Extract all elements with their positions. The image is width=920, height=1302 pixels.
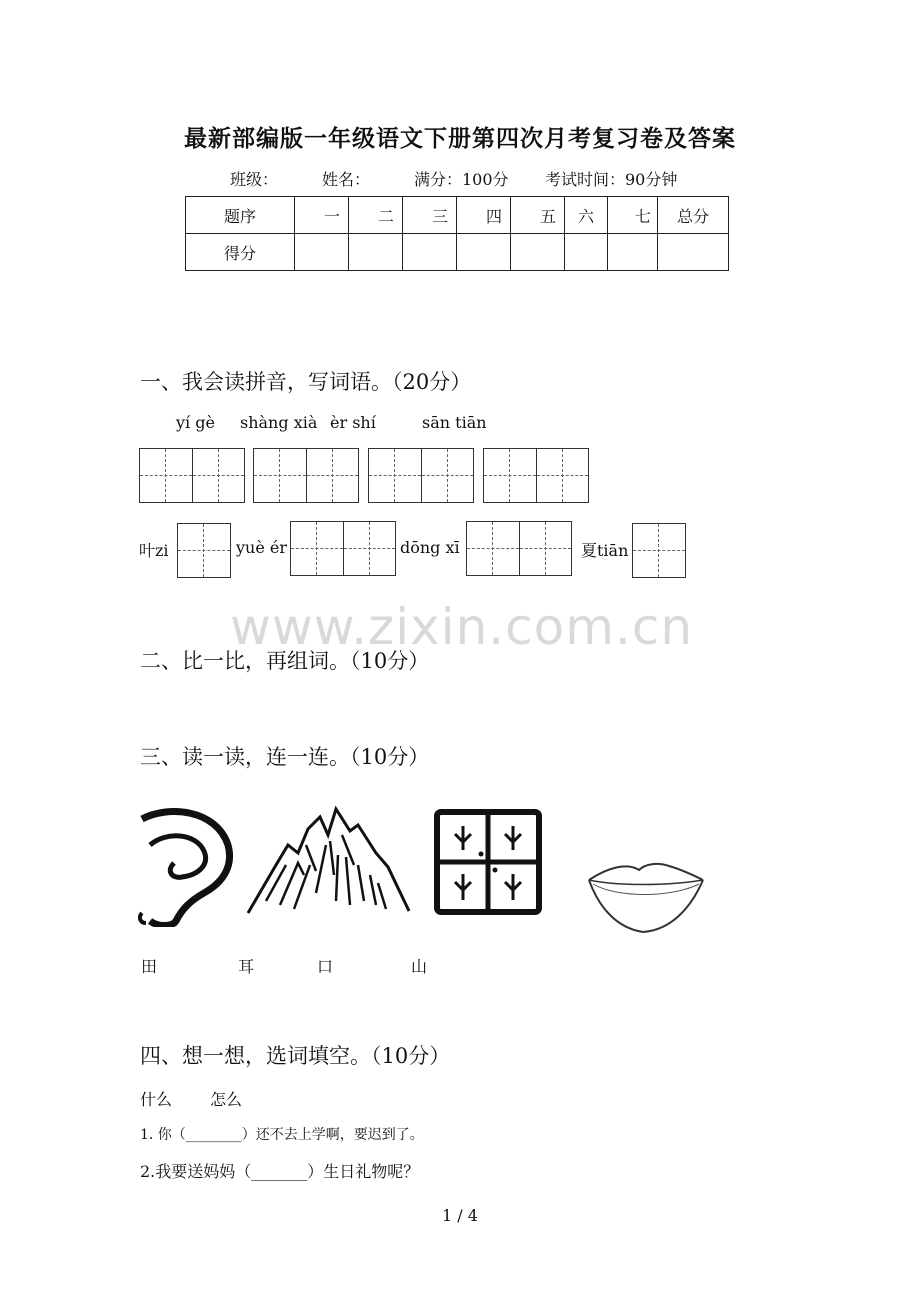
question-2: 2.我要送妈妈（_______）生日礼物呢？ <box>140 1162 420 1181</box>
section1-heading: 一、我会读拼音，写词语。（20分） <box>140 370 472 394</box>
header-cell: 三 <box>403 197 457 234</box>
writing-grid[interactable] <box>253 448 359 503</box>
class-label: 班级： <box>230 170 279 189</box>
writing-grid[interactable] <box>632 523 686 578</box>
row-label: 得分 <box>186 234 295 271</box>
ear-icon <box>138 805 234 927</box>
question-1: 1. 你（________）还不去上学啊，要迟到了。 <box>140 1127 424 1143</box>
score-cell[interactable] <box>403 234 457 271</box>
header-cell: 六 <box>565 197 608 234</box>
score-table <box>185 196 729 271</box>
score-cell[interactable] <box>565 234 608 271</box>
pinyin-shang-xia: shàng xià <box>240 413 318 432</box>
writing-grid[interactable] <box>368 448 474 503</box>
option-shenme: 什么 <box>140 1090 173 1109</box>
pinyin-yi-ge: yí gè <box>176 413 215 432</box>
page-number: 1 / 4 <box>442 1206 478 1225</box>
pinyin-er-shi: èr shí <box>330 413 376 432</box>
header-cell: 题序 <box>186 197 295 234</box>
section3-heading: 三、读一读，连一连。（10分） <box>140 745 430 769</box>
score-table-row <box>186 234 729 271</box>
writing-grid[interactable] <box>139 448 245 503</box>
word-yue-er: yuè ér <box>236 538 288 557</box>
word-xia-tian: 夏tiān <box>581 541 629 560</box>
page-title: 最新部编版一年级语文下册第四次月考复习卷及答案 <box>184 125 736 152</box>
score-cell[interactable] <box>457 234 511 271</box>
field-icon <box>433 808 543 916</box>
header-cell: 二 <box>349 197 403 234</box>
score-cell[interactable] <box>658 234 729 271</box>
writing-grid[interactable] <box>483 448 589 503</box>
word-tian: 田 <box>141 957 158 976</box>
word-ye-zi: 叶zi <box>139 541 169 560</box>
score-table-header <box>186 197 729 234</box>
score-cell[interactable] <box>295 234 349 271</box>
score-cell[interactable] <box>511 234 565 271</box>
mouth-icon <box>587 858 705 936</box>
header-cell: 七 <box>608 197 658 234</box>
score-cell[interactable] <box>608 234 658 271</box>
score-cell[interactable] <box>349 234 403 271</box>
writing-grid[interactable] <box>290 521 396 576</box>
mountain-icon <box>246 805 411 915</box>
section4-heading: 四、想一想，选词填空。（10分） <box>140 1044 451 1068</box>
word-dong-xi: dōng xī <box>400 538 460 557</box>
header-cell: 五 <box>511 197 565 234</box>
word-kou: 口 <box>317 957 334 976</box>
section2-heading: 二、比一比，再组词。（10分） <box>140 649 430 673</box>
exam-time: 考试时间：90分钟 <box>545 170 678 189</box>
writing-grid[interactable] <box>177 523 231 578</box>
header-cell: 总分 <box>658 197 729 234</box>
full-score: 满分：100分 <box>414 170 509 189</box>
header-cell: 一 <box>295 197 349 234</box>
option-zenme: 怎么 <box>210 1090 243 1109</box>
pinyin-san-tian: sān tiān <box>422 413 487 432</box>
header-cell: 四 <box>457 197 511 234</box>
writing-grid[interactable] <box>466 521 572 576</box>
word-shan: 山 <box>411 957 428 976</box>
word-er: 耳 <box>238 957 255 976</box>
watermark: www.zixin.com.cn <box>230 598 694 656</box>
name-label: 姓名： <box>322 170 371 189</box>
